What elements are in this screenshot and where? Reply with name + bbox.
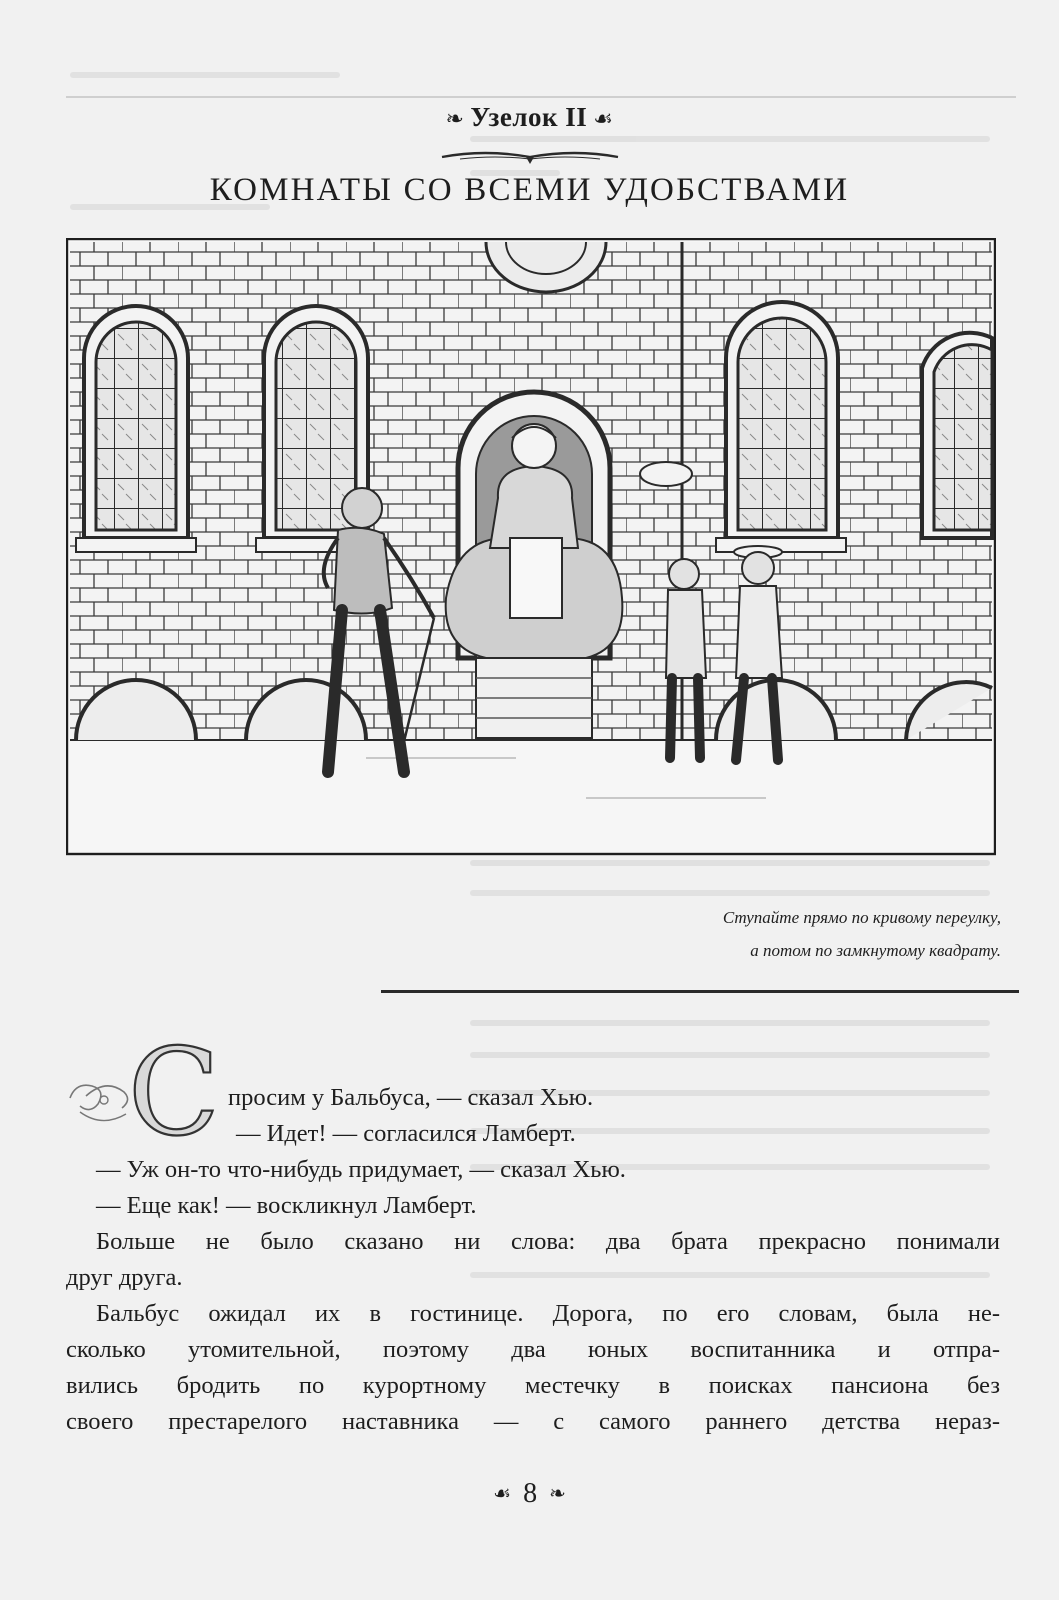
- body-line-3: — Уж он-то что-нибудь придумает, — сказал Хью.: [96, 1156, 626, 1183]
- left-page-ornament-icon: ☙: [493, 1483, 512, 1505]
- chapter-label: [0, 102, 1059, 133]
- street-illustration: [66, 238, 996, 858]
- left-fleuron-icon: ❧: [445, 106, 465, 131]
- window-3: [716, 302, 846, 552]
- body-line-8: сколько утомительной, поэтому два юных воспитанника и отпра-: [66, 1336, 1000, 1363]
- body-line-9: вились бродить по курортному местечку в поисках пансиона без: [66, 1372, 1000, 1399]
- drop-cap-flourish-icon: [66, 1016, 236, 1146]
- window-4: [922, 333, 992, 538]
- right-page-ornament-icon: ❧: [549, 1483, 566, 1505]
- caption-rule: [381, 990, 1019, 993]
- body-line-7: Бальбус ожидал их в гостинице. Дорога, по его словам, была не-: [96, 1300, 1000, 1327]
- chapter-title: КОМНАТЫ СО ВСЕМИ УДОБСТВАМИ: [209, 172, 850, 208]
- right-fleuron-icon: ☙: [593, 106, 614, 131]
- body-line-4: — Еще как! — воскликнул Ламберт.: [96, 1192, 477, 1219]
- body-line-5: Больше не было сказано ни слова: два брата прекрасно понимали: [96, 1228, 1000, 1255]
- caption-line-1: Ступайте прямо по кривому переулку,: [722, 908, 1001, 927]
- page-number-footer: [0, 1478, 1059, 1510]
- body-line-2: — Идет! — согласился Ламберт.: [236, 1120, 576, 1147]
- running-head-rule: [66, 96, 1016, 98]
- body-line-6: друг друга.: [66, 1264, 183, 1291]
- caption-line-2: а потом по замкнутому квадрату.: [750, 941, 1001, 960]
- chapter-number: Узелок II: [470, 102, 588, 132]
- steps: [476, 658, 592, 738]
- drop-cap-letter: С: [128, 1024, 220, 1146]
- body-line-1: просим у Бальбуса, — сказал Хью.: [228, 1084, 594, 1111]
- page-number: 8: [523, 1478, 538, 1509]
- title-flourish-icon: [440, 145, 620, 167]
- window-1: [76, 306, 196, 552]
- drop-cap: [66, 1016, 236, 1151]
- body-line-10: своего престарелого наставника — с самого раннего детства нераз-: [66, 1408, 1000, 1435]
